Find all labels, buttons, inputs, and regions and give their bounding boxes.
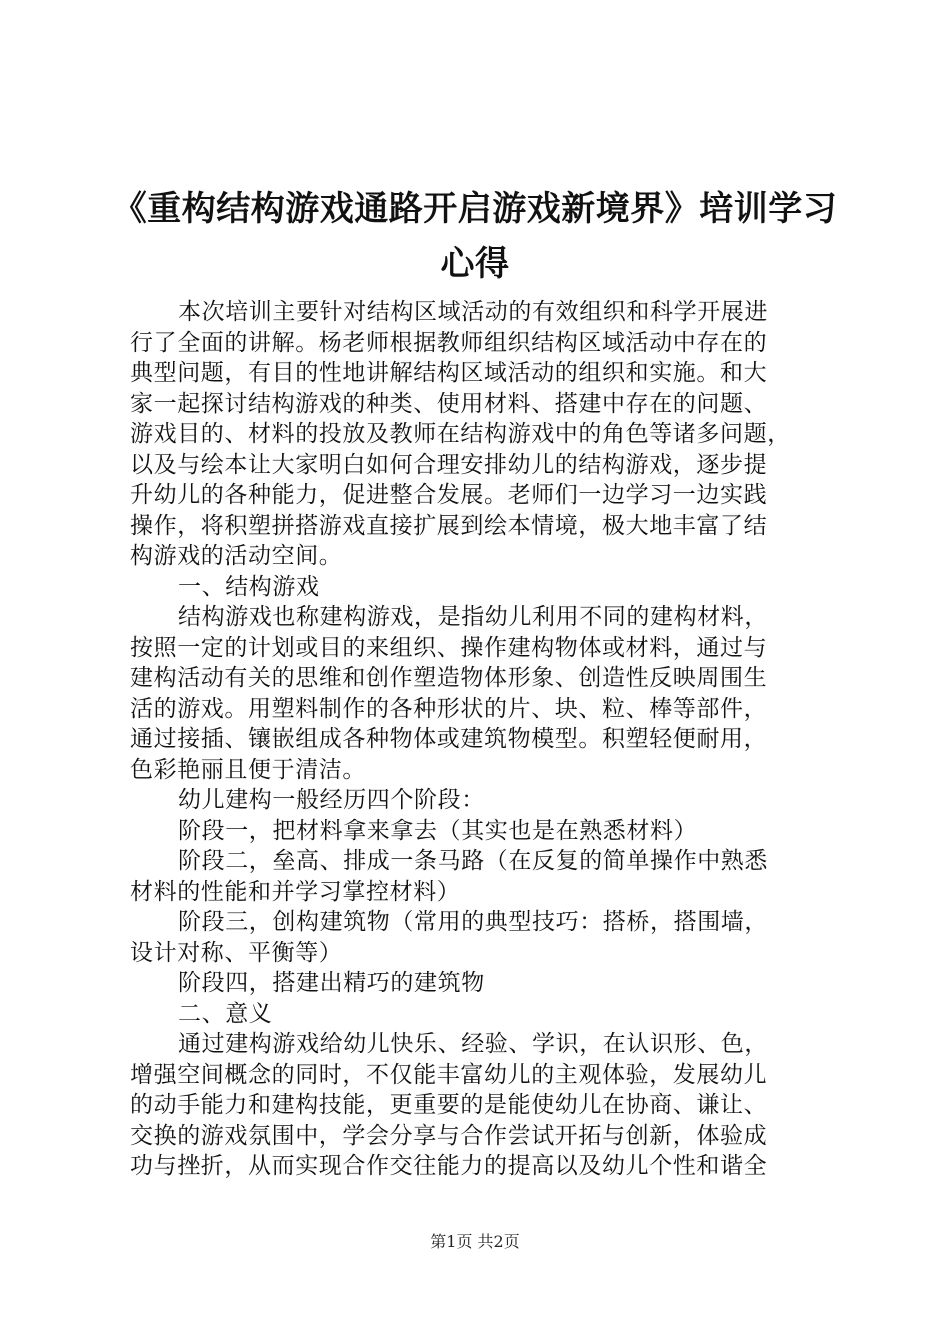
text-line: 通过接插、镶嵌组成各种物体或建筑物模型。积塑轻便耐用， xyxy=(130,726,768,752)
section-heading: 二、意义 xyxy=(178,1000,273,1027)
text-line: 操作，将积塑拼搭游戏直接扩展到绘本情境，极大地丰富了结 xyxy=(130,512,768,539)
stage-line: 阶段三，创构建筑物（常用的典型技巧：搭桥，搭围墙， xyxy=(178,909,768,935)
text-line: 交换的游戏氛围中，学会分享与合作尝试开拓与创新，体验成 xyxy=(130,1122,768,1149)
text-line: 行了全面的讲解。杨老师根据教师组织结构区域活动中存在的 xyxy=(130,329,768,356)
text-line: 增强空间概念的同时，不仅能丰富幼儿的主观体验，发展幼儿 xyxy=(130,1061,768,1088)
text-line: 材料的性能和并学习掌控材料） xyxy=(130,878,461,905)
text-line: 游戏目的、材料的投放及教师在结构游戏中的角色等诸多问题， xyxy=(130,421,791,447)
document-title: 《重构结构游戏通路开启游戏新境界》培训学习心得 xyxy=(112,189,838,284)
text-line: 以及与绘本让大家明白如何合理安排幼儿的结构游戏，逐步提 xyxy=(130,451,768,478)
text-line: 幼儿建构一般经历四个阶段： xyxy=(178,787,485,813)
text-line: 通过建构游戏给幼儿快乐、经验、学识，在认识形、色， xyxy=(178,1031,768,1057)
document-body xyxy=(130,297,830,1182)
text-line: 建构活动有关的思维和创作塑造物体形象、创造性反映周围生 xyxy=(130,665,768,691)
text-line: 设计对称、平衡等） xyxy=(130,939,343,966)
stage-line: 阶段四，搭建出精巧的建筑物 xyxy=(178,970,485,996)
text-line: 典型问题，有目的性地讲解结构区域活动的组织和实施。和大 xyxy=(130,360,768,386)
text-line: 构游戏的活动空间。 xyxy=(130,543,343,569)
section-heading: 一、结构游戏 xyxy=(178,573,320,600)
text-line: 的动手能力和建构技能，更重要的是能使幼儿在协商、谦让、 xyxy=(130,1092,768,1118)
text-line: 结构游戏也称建构游戏，是指幼儿利用不同的建构材料， xyxy=(178,604,768,630)
text-line: 本次培训主要针对结构区域活动的有效组织和科学开展进 xyxy=(178,299,768,325)
stage-line: 阶段二，垒高、排成一条马路（在反复的简单操作中熟悉 xyxy=(178,848,768,874)
text-line: 活的游戏。用塑料制作的各种形状的片、块、粒、棒等部件， xyxy=(130,695,768,722)
text-line: 升幼儿的各种能力，促进整合发展。老师们一边学习一边实践 xyxy=(130,482,768,508)
text-line: 色彩艳丽且便于清洁。 xyxy=(130,756,366,783)
text-line: 功与挫折，从而实现合作交往能力的提高以及幼儿个性和谐全 xyxy=(130,1153,768,1179)
page-number: 第1页 共2页 xyxy=(430,1232,520,1251)
text-line: 家一起探讨结构游戏的种类、使用材料、搭建中存在的问题、 xyxy=(130,390,768,417)
stage-line: 阶段一，把材料拿来拿去（其实也是在熟悉材料） xyxy=(178,817,698,844)
text-line: 按照一定的计划或目的来组织、操作建构物体或材料，通过与 xyxy=(130,634,768,661)
